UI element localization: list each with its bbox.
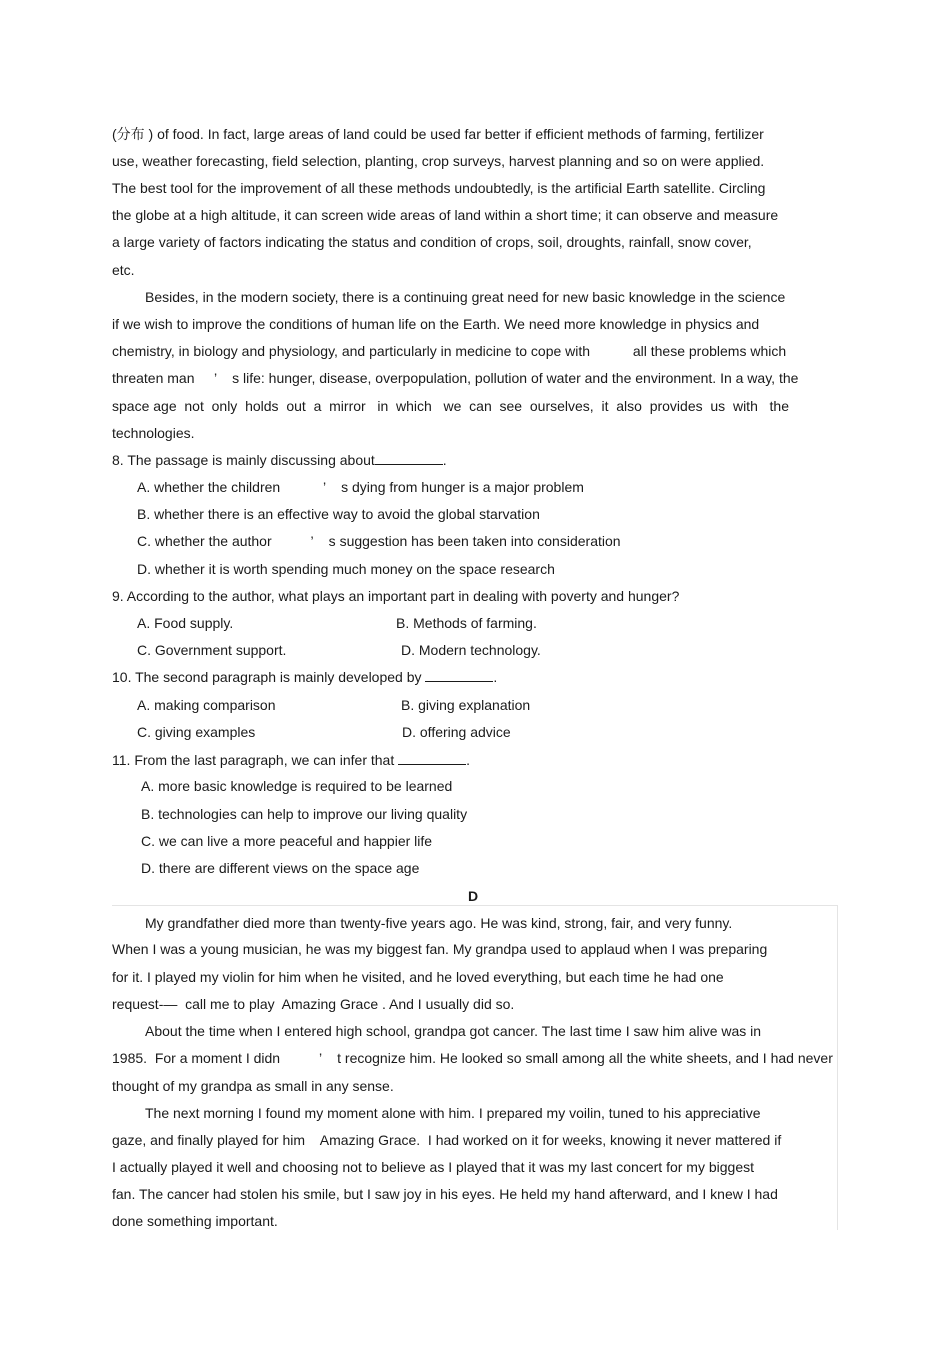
question-9-stem: 9. According to the author, what plays an important part in dealing with poverty and hunger? <box>112 588 680 604</box>
passage-line: for it. I played my violin for him when he visited, and he loved everything, but each time he had one <box>112 969 724 985</box>
answer-blank <box>425 669 493 682</box>
passage-line: chemistry, in biology and physiology, and particularly in medicine to cope with all these problems which <box>112 343 787 359</box>
divider <box>837 905 838 1230</box>
option-c: C. giving examples <box>137 724 256 740</box>
option-d: D. whether it is worth spending much money on the space research <box>137 561 555 577</box>
passage-line: fan. The cancer had stolen his smile, but I saw joy in his eyes. He held my hand afterward, and I knew I had <box>112 1186 778 1202</box>
passage-line: gaze, and finally played for him Amazing Grace. I had worked on it for weeks, knowing it never mattered if <box>112 1132 782 1148</box>
option-c: C. we can live a more peaceful and happier life <box>141 833 433 849</box>
passage-line: space age not only holds out a mirror in which we can see ourselves, it also provides us with the <box>112 398 789 414</box>
passage-line: technologies. <box>112 425 195 441</box>
passage-line: I actually played it well and choosing not to believe as I played that it was my last concert for my biggest <box>112 1159 754 1175</box>
question-10-stem: 10. The second paragraph is mainly developed by <box>112 669 422 685</box>
passage-line: My grandfather died more than twenty-five years ago. He was kind, strong, fair, and very funny. <box>145 915 733 931</box>
passage-line: etc. <box>112 262 135 278</box>
passage-line: the globe at a high altitude, it can screen wide areas of land within a short time; it can observe and measure <box>112 207 779 223</box>
option-b: B. whether there is an effective way to avoid the global starvation <box>137 506 540 522</box>
passage-line: thought of my grandpa as small in any sense. <box>112 1078 394 1094</box>
option-d: D. Modern technology. <box>401 642 541 658</box>
passage-line: threaten man ’ s life: hunger, disease, overpopulation, pollution of water and the environment. In a way, the <box>112 370 799 386</box>
question-stem: 8. The passage is mainly discussing about . <box>112 452 447 468</box>
passage-line: The best tool for the improvement of all these methods undoubtedly, is the artificial Earth satellite. Circling <box>112 180 766 196</box>
passage-line: The next morning I found my moment alone with him. I prepared my voilin, tuned to his appreciative <box>145 1105 761 1121</box>
divider <box>112 905 838 906</box>
section-heading: D <box>468 888 479 904</box>
answer-blank <box>375 452 443 465</box>
passage-line: done something important. <box>112 1213 278 1229</box>
option-c: C. whether the author ’ s suggestion has been taken into consideration <box>137 533 621 549</box>
option-a: A. more basic knowledge is required to be learned <box>141 778 453 794</box>
passage-line: Besides, in the modern society, there is a continuing great need for new basic knowledge in the science <box>145 289 786 305</box>
option-b: B. giving explanation <box>401 697 531 713</box>
option-b: B. Methods of farming. <box>396 615 537 631</box>
passage-line: (分布 ) of food. In fact, large areas of land could be used far better if efficient methods of farming, fertilizer <box>112 126 764 142</box>
passage-line: 1985. For a moment I didn ’ t recognize him. He looked so small among all the white sheets, and I had never <box>112 1050 833 1066</box>
question-8-stem: 8. The passage is mainly discussing about <box>112 452 375 468</box>
option-d: D. there are different views on the space age <box>141 860 420 876</box>
option-a: A. making comparison <box>137 697 276 713</box>
option-a: A. Food supply. <box>137 615 234 631</box>
option-d: D. offering advice <box>402 724 511 740</box>
passage-line: if we wish to improve the conditions of human life on the Earth. We need more knowledge in physics and <box>112 316 760 332</box>
answer-blank <box>398 752 466 765</box>
passage-line: When I was a young musician, he was my biggest fan. My grandpa used to applaud when I was preparing <box>112 941 768 957</box>
question-stem: 11. From the last paragraph, we can infer that . <box>112 752 471 768</box>
passage-line: use, weather forecasting, field selection, planting, crop surveys, harvest planning and so on were applied. <box>112 153 765 169</box>
question-11-stem: 11. From the last paragraph, we can infer that <box>112 752 395 768</box>
option-b: B. technologies can help to improve our living quality <box>141 806 468 822</box>
option-a: A. whether the children ’ s dying from hunger is a major problem <box>137 479 584 495</box>
passage-line: request-— call me to play Amazing Grace . And I usually did so. <box>112 996 515 1012</box>
option-c: C. Government support. <box>137 642 287 658</box>
passage-line: About the time when I entered high school, grandpa got cancer. The last time I saw him alive was in <box>145 1023 762 1039</box>
question-stem: 10. The second paragraph is mainly developed by . <box>112 669 498 685</box>
passage-line: a large variety of factors indicating the status and condition of crops, soil, droughts, rainfall, snow cover, <box>112 234 752 250</box>
